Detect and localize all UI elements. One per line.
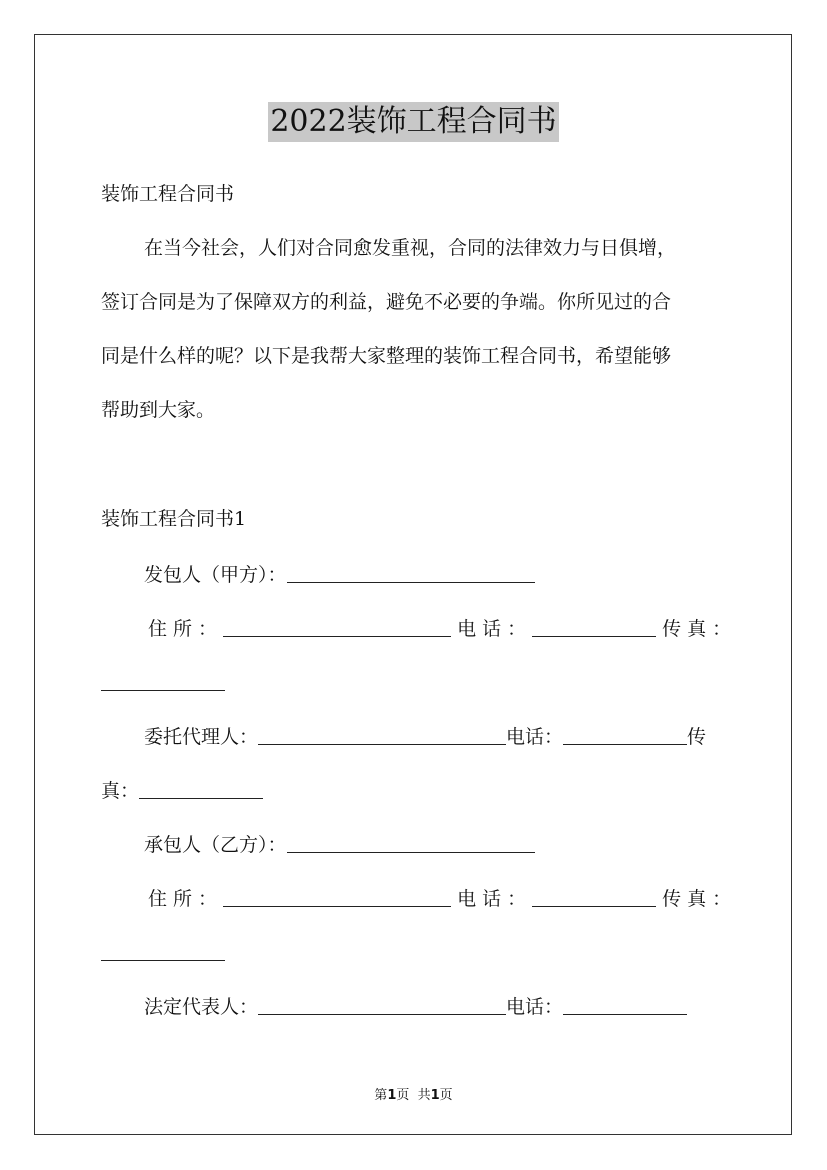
agent-phone-label: 电话： <box>506 726 564 748</box>
fax-b-blank[interactable] <box>101 940 225 961</box>
agent-label: 委托代理人： <box>144 726 259 748</box>
agent-phone-blank[interactable] <box>563 724 687 745</box>
agent-fax-blank[interactable] <box>139 778 263 799</box>
intro-line-2: 签订合同是为了保障双方的利益，避免不必要的争端。你所见过的合 <box>101 291 672 313</box>
subtitle: 装饰工程合同书 <box>101 183 235 205</box>
page-footer <box>0 1084 827 1103</box>
party-b-row <box>144 831 774 859</box>
intro-line-4: 帮助到大家。 <box>101 399 216 421</box>
fax-b-row <box>101 939 731 967</box>
fax-a-label: 传真： <box>662 618 738 640</box>
footer-total-number: 1 <box>430 1088 440 1103</box>
footer-mid: 页 共 <box>396 1088 431 1103</box>
party-b-blank[interactable] <box>287 832 535 853</box>
fax-a-row <box>101 669 731 697</box>
legal-rep-phone-label: 电话： <box>506 996 564 1018</box>
agent-blank[interactable] <box>258 724 506 745</box>
legal-rep-row <box>144 993 774 1021</box>
address-b-row <box>148 885 778 913</box>
footer-suffix: 页 <box>439 1088 453 1103</box>
party-b-label: 承包人（乙方）： <box>144 834 287 856</box>
footer-prefix: 第 <box>374 1088 388 1103</box>
intro-line-3: 同是什么样的呢？以下是我帮大家整理的装饰工程合同书，希望能够 <box>101 345 672 367</box>
address-a-blank[interactable] <box>223 616 451 637</box>
intro-line-1: 在当今社会，人们对合同愈发重视，合同的法律效力与日俱增， <box>144 237 677 259</box>
fax-b-label: 传真： <box>662 888 738 910</box>
document-title: 2022装饰工程合同书 <box>268 102 558 142</box>
phone-b-blank[interactable] <box>532 886 656 907</box>
agent-fax-row <box>101 777 731 805</box>
footer-page-number: 1 <box>387 1088 397 1103</box>
section-heading: 装饰工程合同书1 <box>101 508 247 530</box>
phone-a-label: 电话： <box>457 618 533 640</box>
fax-a-blank[interactable] <box>101 670 225 691</box>
party-a-blank[interactable] <box>287 562 535 583</box>
address-b-blank[interactable] <box>223 886 451 907</box>
legal-rep-label: 法定代表人： <box>144 996 259 1018</box>
title-container <box>0 102 827 142</box>
address-a-row <box>148 615 778 643</box>
phone-a-blank[interactable] <box>532 616 656 637</box>
legal-rep-phone-blank[interactable] <box>563 994 687 1015</box>
legal-rep-blank[interactable] <box>258 994 506 1015</box>
party-a-label: 发包人（甲方）： <box>144 564 287 586</box>
party-a-row <box>144 561 774 589</box>
address-a-label: 住所： <box>148 618 224 640</box>
agent-fax-label-1: 传 <box>687 726 707 748</box>
agent-row <box>144 723 774 751</box>
phone-b-label: 电话： <box>457 888 533 910</box>
agent-fax-label-2: 真： <box>101 780 140 802</box>
address-b-label: 住所： <box>148 888 224 910</box>
